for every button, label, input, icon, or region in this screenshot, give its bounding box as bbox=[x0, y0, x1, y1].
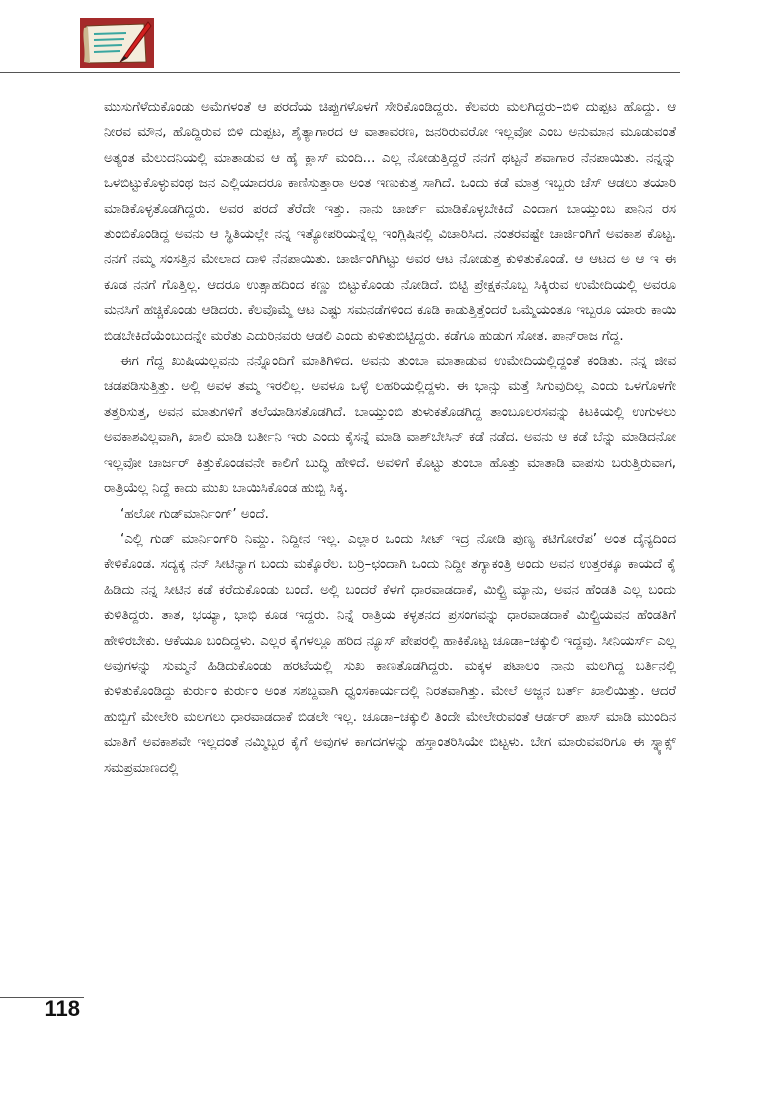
page-number: 118 bbox=[44, 996, 80, 1021]
book-quill-icon bbox=[80, 18, 154, 68]
paragraph: ಮುಸುಗೆಳೆದುಕೊಂಡು ಅಮೆಗಳಂತೆ ಆ ಪರದೆಯ ಚಿಪ್ಪುಗಳೊಳಗೆ ಸೇರಿಕೊಂಡಿದ್ದರು. ಕೆಲವರು ಮಲಗಿದ್ದರು–ಬಿಳಿ ದುಪ್ಪಟ ಹೊದ್ದು. ಆ ನೀರವ ಮೌನ, ಹೊದ್ದಿರುವ ಬಿಳಿ ದುಪ್ಪಟ, ಶೈತ್ಯಾಗಾರದ ಆ ವಾತಾವರಣ, ಜನರಿರುವರೋ ಇಲ್ಲವೋ ಎಂಬ ಅನುಮಾನ ಮೂಡುವಂತೆ ಅತ್ಯಂತ ಮೆಲುದನಿಯಲ್ಲಿ ಮಾತಾಡುವ ಆ ಹೈ ಕ್ಲಾಸ್ ಮಂದಿ... ಎಲ್ಲ ನೋಡುತ್ತಿದ್ದರೆ ನನಗೆ ಥಟ್ಟನೆ ಶವಾಗಾರ ನೆನಪಾಯಿತು. ನನ್ನನ್ನು ಒಳಬಿಟ್ಟುಕೊಳ್ಳುವಂಥ ಜನ ಎಲ್ಲಿಯಾದರೂ ಕಾಣಿಸುತ್ತಾರಾ ಅಂತ ಇಣುಕುತ್ತ ಸಾಗಿದೆ. ಒಂದು ಕಡೆ ಮಾತ್ರ ಇಬ್ಬರು ಚೆಸ್ ಆಡಲು ತಯಾರಿ ಮಾಡಿಕೊಳ್ಳತೊಡಗಿದ್ದರು. ಅವರ ಪರದೆ ತೆರೆದೇ ಇತ್ತು. ನಾನು ಚಾರ್ಜ್ ಮಾಡಿಕೊಳ್ಳಬೇಕಿದೆ ಎಂದಾಗ ಬಾಯ್ತುಂಬ ಪಾನಿನ ರಸ ತುಂಬಿಕೊಂಡಿದ್ದ ಅವನು ಆ ಸ್ಥಿತಿಯಲ್ಲೇ ನನ್ನ ಇತ್ಯೋಪರಿಯನ್ನೆಲ್ಲ ಇಂಗ್ಲಿಷಿನಲ್ಲಿ ವಿಚಾರಿಸಿದ. ನಂತರವಷ್ಟೇ ಚಾರ್ಜಿಂಗಿಗೆ ಅವಕಾಶ ಕೊಟ್ಟ. ನನಗೆ ನಮ್ಮ ಸಂಸತ್ತಿನ ಮೇಲಾದ ದಾಳಿ ನೆನಪಾಯಿತು. ಚಾರ್ಜಿಂಗಿಗಿಟ್ಟು ಅವರ ಆಟ ನೋಡುತ್ತ ಕುಳಿತುಕೊಂಡೆ. ಆ ಆಟದ ಅ ಆ ಇ ಈ ಕೂಡ ನನಗೆ ಗೊತ್ತಿಲ್ಲ. ಆದರೂ ಉತ್ಸಾಹದಿಂದ ಕಣ್ಣು ಬಿಟ್ಟುಕೊಂಡು ನೋಡಿದೆ. ಬಿಟ್ಟಿ ಪ್ರೇಕ್ಷಕನೊಬ್ಬ ಸಿಕ್ಕಿರುವ ಉಮೇದಿಯಲ್ಲಿ ಅವರೂ ಮನಸಿಗೆ ಹಚ್ಚಿಕೊಂಡು ಆಡಿದರು. ಕೆಲವೊಮ್ಮೆ ಆಟ ಎಷ್ಟು ಸಮನಡೆಗಳಿಂದ ಕೂಡಿ ಕಾಡುತ್ತಿತ್ತೆಂದರೆ ಒಮ್ಮೆಯಂತೂ ಇಬ್ಬರೂ ಯಾರು ಕಾಯಿ ಬಿಡಬೇಕಿದೆಯೆಂಬುದನ್ನೇ ಮರೆತು ಎದುರಿನವರು ಆಡಲಿ ಎಂದು ಕುಳಿತುಬಿಟ್ಟಿದ್ದರು. ಕಡೆಗೂ ಹುಡುಗ ಸೋತ. ಪಾನ್‌ರಾಜ ಗೆದ್ದ. bbox=[104, 100, 676, 344]
paragraph: ‘ಎಲ್ಲಿ ಗುಡ್ ಮಾರ್ನಿಂಗ್‌ರಿ ನಿಮ್ದು. ನಿದ್ದೀನ ಇಲ್ಲ. ಎಲ್ಲಾರ ಒಂದು ಸೀಟ್ ಇದ್ರ ನೋಡಿ ಪುಣ್ಯ ಕಟಿಗೋರೆಪ’ ಅಂತ ದೈನ್ಯದಿಂದ ಕೇಳಿಕೊಂಡ. ಸದ್ಯಕ್ಕ ನನ್ ಸೀಟಿನ್ಯಾಗ ಬಂದು ಮಕ್ಕೊರೆಲ. ಬರ್ರಿ–ಛಂದಾಗಿ ಒಂದು ನಿದ್ದೀ ತಗ್ಯಾಕಂತ್ರಿ ಅಂದು ಅವನ ಉತ್ತರಕ್ಕೂ ಕಾಯದೆ ಕೈ ಹಿಡಿದು ನನ್ನ ಸೀಟಿನ ಕಡೆ ಕರೆದುಕೊಂಡು ಬಂದೆ. ಅಲ್ಲಿ ಬಂದರೆ ಕೆಳಗೆ ಧಾರವಾಡದಾಕೆ, ಮಿಲ್ಟ್ರಿ ಮ್ಯಾನು, ಅವನ ಹೆಂಡತಿ ಎಲ್ಲ ಬಂದು ಕುಳಿತಿದ್ದರು. ತಾತ, ಭಯ್ಯಾ, ಭಾಭಿ ಕೂಡ ಇದ್ದರು. ನಿನ್ನೆ ರಾತ್ರಿಯ ಕಳ್ಳತನದ ಪ್ರಸಂಗವನ್ನು ಧಾರವಾಡದಾಕೆ ಮಿಲ್ಟ್ರಿಯವನ ಹೆಂಡತಿಗೆ ಹೇಳಿರಬೇಕು. ಆಕೆಯೂ ಬಂದಿದ್ದಳು. ಎಲ್ಲರ ಕೈಗಳಲ್ಲೂ ಹರಿದ ನ್ಯೂಸ್ ಪೇಪರಲ್ಲಿ ಹಾಕಿಕೊಟ್ಟ ಚೂಡಾ–ಚಕ್ಕುಲಿ ಇದ್ದವು. ಸೀನಿಯರ್ಸ್ ಎಲ್ಲ ಅವುಗಳನ್ನು ಸುಮ್ಮನೆ ಹಿಡಿದುಕೊಂಡು ಹರಟೆಯಲ್ಲಿ ಸುಖ ಕಾಣತೊಡಗಿದ್ದರು. ಮಕ್ಕಳ ಪಟಾಲಂ ನಾನು ಮಲಗಿದ್ದ ಬರ್ತಿನಲ್ಲಿ ಕುಳಿತುಕೊಂಡಿದ್ದು ಕುರ್ರುಂ ಕುರ್ರುಂ ಅಂತ ಸಶಬ್ದವಾಗಿ ಧ್ವಂಸಕಾರ್ಯದಲ್ಲಿ ನಿರತವಾಗಿತ್ತು. ಮೇಲೆ ಅಜ್ಜನ ಬರ್ತ್ ಖಾಲಿಯಿತ್ತು. ಆದರೆ ಹುಬ್ಬಿಗೆ ಮೇಲೇರಿ ಮಲಗಲು ಧಾರವಾಡದಾಕೆ ಬಿಡಲೇ ಇಲ್ಲ. ಚೂಡಾ–ಚಕ್ಕುಲಿ ತಿಂದೇ ಮೇಲೇರುವಂತೆ ಆರ್ಡರ್ ಪಾಸ್ ಮಾಡಿ ಮುಂದಿನ ಮಾತಿಗೆ ಅವಕಾಶವೇ ಇಲ್ಲದಂತೆ ನಮ್ಮಿಬ್ಬರ ಕೈಗೆ ಅವುಗಳ ಕಾಗದಗಳನ್ನು ಹಸ್ತಾಂತರಿಸಿಯೇ ಬಿಟ್ಟಳು. ಬೇಗ ಮಾರುವವರಿಗೂ ಈ ಸ್ನ್ಯಾಕ್ಸ್ ಸಮಪ್ರಮಾಣದಲ್ಲಿ bbox=[104, 531, 676, 776]
paragraph: ‘ಹಲೋ ಗುಡ್‌ಮಾರ್ನಿಂಗ್’ ಅಂದೆ. bbox=[120, 506, 269, 522]
article-body bbox=[104, 95, 676, 781]
header-rule bbox=[0, 72, 680, 73]
paragraph: ಈಗ ಗೆದ್ದ ಖುಷಿಯಲ್ಲವನು ನನ್ನೊಂದಿಗೆ ಮಾತಿಗಿಳಿದ. ಅವನು ತುಂಬಾ ಮಾತಾಡುವ ಉಮೇದಿಯಲ್ಲಿದ್ದಂತೆ ಕಂಡಿತು. ನನ್ನ ಜೀವ ಚಡಪಡಿಸುತ್ತಿತ್ತು. ಅಲ್ಲಿ ಅವಳ ತಮ್ಮ ಇರಲಿಲ್ಲ. ಅವಳೂ ಒಳ್ಳೆ ಲಹರಿಯಲ್ಲಿದ್ದಳು. ಈ ಭಾನ್ಸು ಮತ್ತೆ ಸಿಗುವುದಿಲ್ಲ ಎಂದು ಒಳಗೊಳಗೇ ತತ್ತರಿಸುತ್ತ, ಅವನ ಮಾತುಗಳಿಗೆ ತಲೆಯಾಡಿಸತೊಡಗಿದೆ. ಬಾಯ್ತುಂಬಿ ತುಳುಕತೊಡಗಿದ್ದ ತಾಂಬೂಲರಸವನ್ನು ಕಿಟಕಿಯಲ್ಲಿ ಉಗುಳಲು ಅವಕಾಶವಿಲ್ಲವಾಗಿ, ಖಾಲಿ ಮಾಡಿ ಬರ್ತೀನಿ ಇರು ಎಂದು ಕೈಸನ್ನೆ ಮಾಡಿ ವಾಶ್‌ಬೇಸಿನ್ ಕಡೆ ನಡೆದ. ಅವನು ಆ ಕಡೆ ಬೆನ್ನು ಮಾಡಿದನೋ ಇಲ್ಲವೋ ಚಾರ್ಜರ್ ಕಿತ್ತುಕೊಂಡವನೇ ಕಾಲಿಗೆ ಬುದ್ಧಿ ಹೇಳಿದೆ. ಅವಳಿಗೆ ಕೊಟ್ಟು ತುಂಬಾ ಹೊತ್ತು ಮಾತಾಡಿ ವಾಪಸು ಬರುತ್ತಿರುವಾಗ, ರಾತ್ರಿಯೆಲ್ಲ ನಿದ್ದೆ ಕಾದು ಮುಖ ಬಾಯಿಸಿಕೊಂಡ ಹುಬ್ಬಿ ಸಿಕ್ಕ. bbox=[104, 354, 676, 497]
